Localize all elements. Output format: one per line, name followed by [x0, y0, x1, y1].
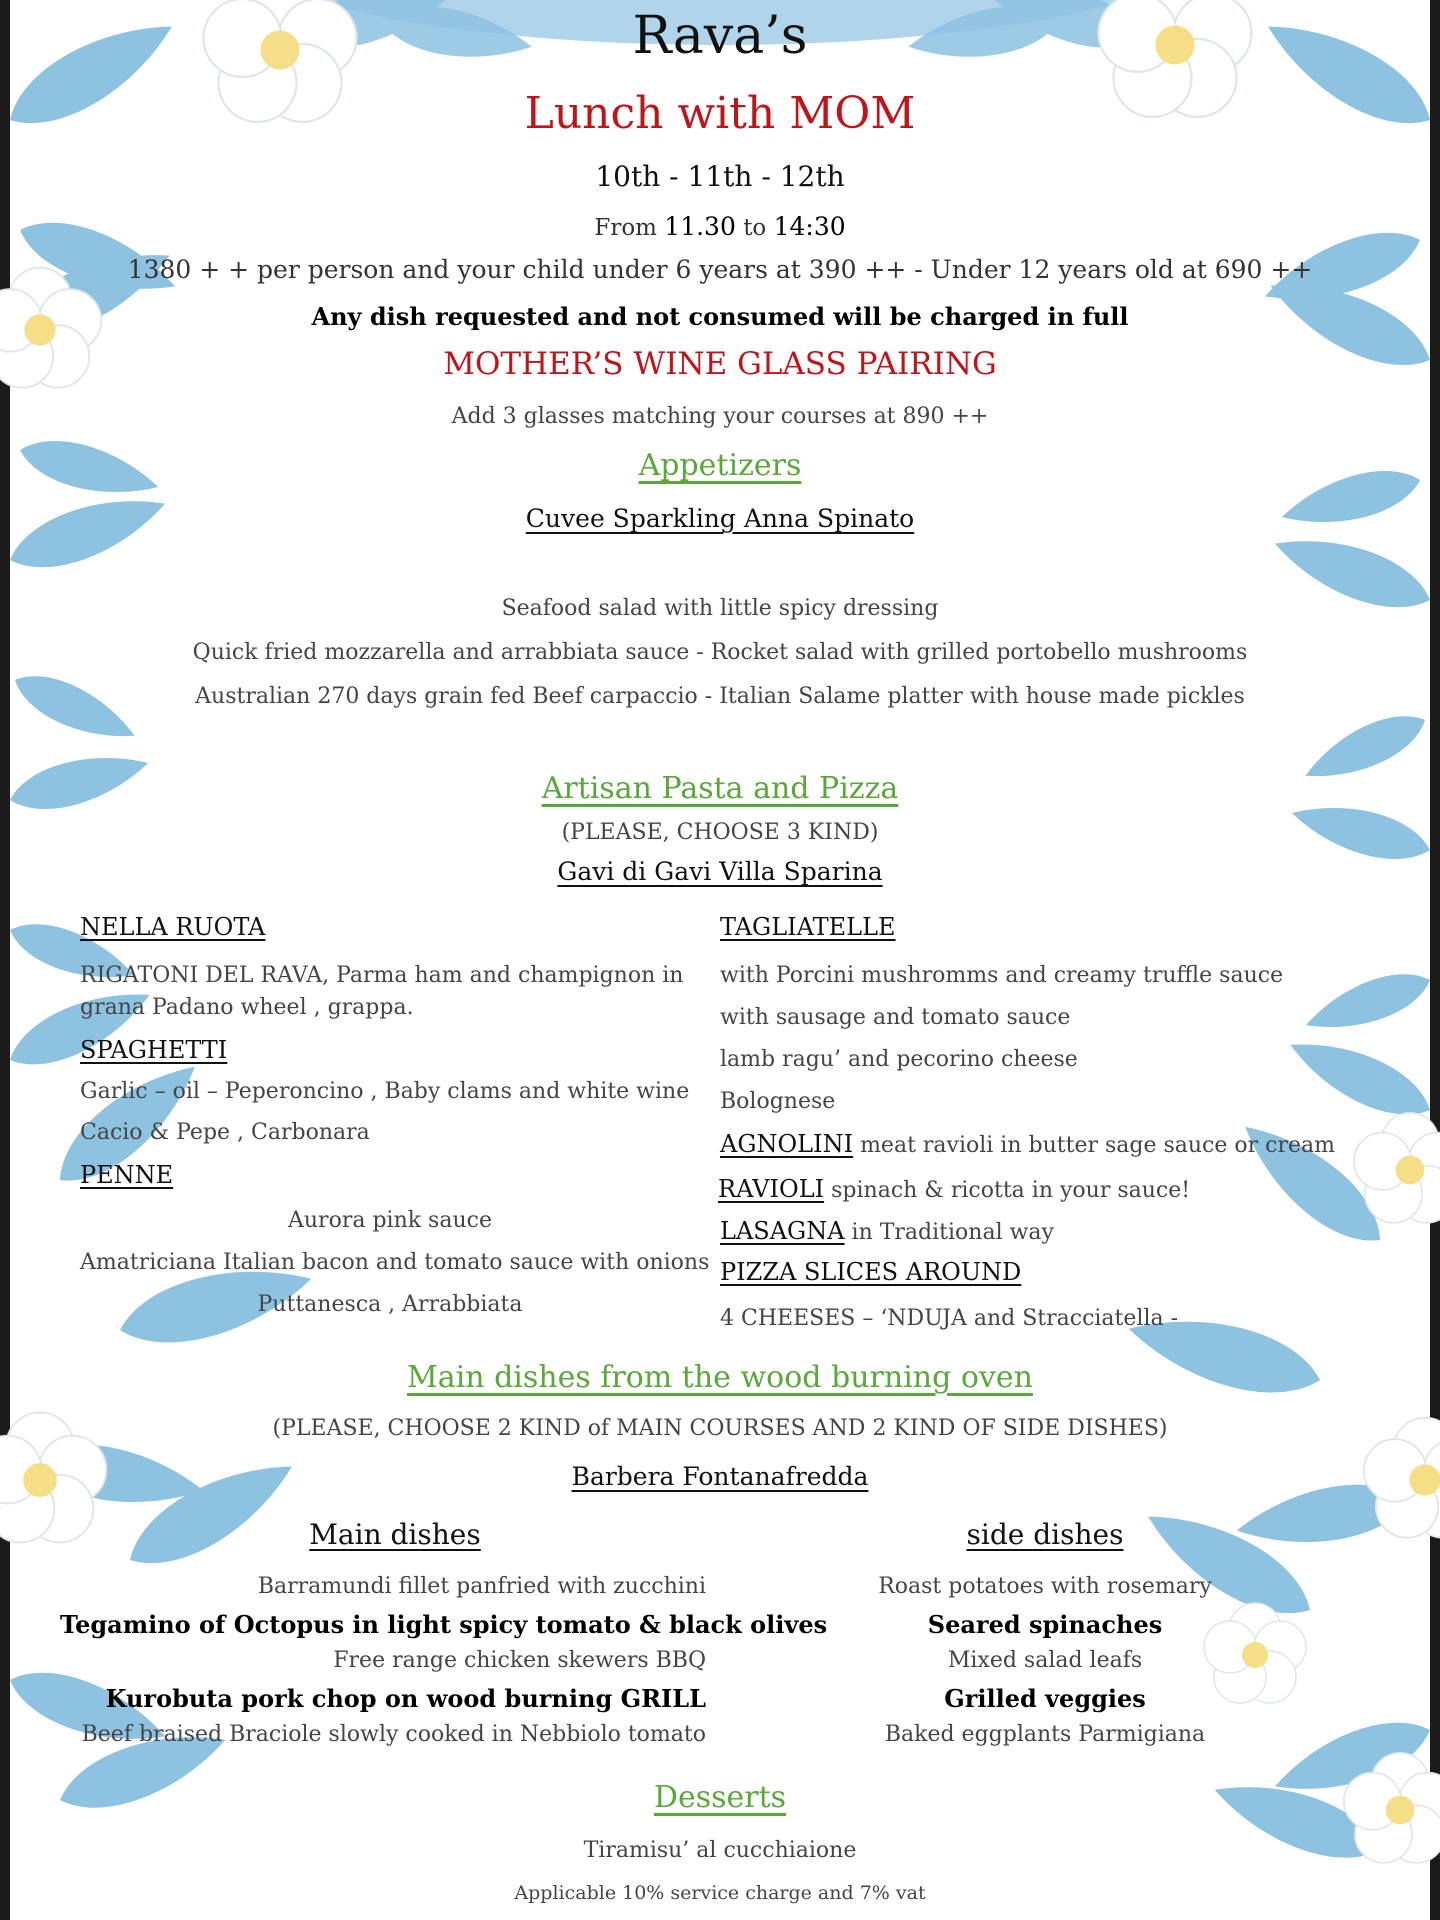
appetizers-title: Appetizers: [638, 448, 802, 483]
dessert-item: Tiramisu’ al cucchiaione: [583, 1838, 857, 1863]
spaghetti-heading: SPAGHETTI: [80, 1036, 228, 1064]
event-hours: [0, 212, 1440, 241]
hours-start: 11.30: [664, 212, 736, 241]
pasta-item: Aurora pink sauce: [288, 1208, 492, 1233]
policy-line: Any dish requested and not consumed will be charged in full: [311, 302, 1129, 331]
main-dish-item: Free range chicken skewers BBQ: [333, 1648, 706, 1673]
pasta-item: grana Padano wheel , grappa.: [80, 995, 414, 1020]
side-dish-item: Mixed salad leafs: [947, 1648, 1143, 1673]
pasta-item: with sausage and tomato sauce: [720, 1005, 1071, 1030]
agnolini-text: meat ravioli in butter sage sauce or cream: [853, 1133, 1335, 1158]
pasta-note: (PLEASE, CHOOSE 3 KIND): [561, 820, 879, 845]
pasta-title: Artisan Pasta and Pizza: [541, 771, 899, 806]
pasta-item: lamb ragu’ and pecorino cheese: [720, 1047, 1078, 1072]
penne-heading: PENNE: [80, 1161, 174, 1189]
ravioli-heading: RAVIOLI: [718, 1175, 825, 1203]
appetizer-item: Seafood salad with little spicy dressing: [501, 596, 939, 621]
lasagna-heading: LASAGNA: [720, 1217, 845, 1245]
pizza-heading: PIZZA SLICES AROUND: [720, 1258, 1022, 1286]
mains-wine: Barbera Fontanafredda: [571, 1462, 869, 1491]
pasta-item: Garlic – oil – Peperoncino , Baby clams and white wine: [80, 1079, 690, 1104]
side-dish-item: Grilled veggies: [944, 1684, 1146, 1713]
pasta-item: Cacio & Pepe , Carbonara: [80, 1120, 370, 1145]
hours-from-label: From: [594, 215, 657, 241]
tagliatelle-heading: TAGLIATELLE: [720, 913, 896, 941]
pasta-item: RIGATONI DEL RAVA, Parma ham and champignon in: [80, 963, 684, 988]
mains-note: (PLEASE, CHOOSE 2 KIND of MAIN COURSES AND 2 KIND OF SIDE DISHES): [272, 1416, 1168, 1441]
lasagna-text: in Traditional way: [844, 1220, 1054, 1245]
desserts-title: Desserts: [653, 1780, 787, 1815]
appetizers-wine: Cuvee Sparkling Anna Spinato: [525, 504, 915, 533]
side-dish-item: Roast potatoes with rosemary: [878, 1574, 1212, 1599]
ravioli-text: spinach & ricotta in your sauce!: [824, 1178, 1191, 1203]
main-dish-item: Beef braised Braciole slowly cooked in Nebbiolo tomato: [81, 1722, 706, 1747]
pasta-item: Amatriciana Italian bacon and tomato sauce with onions: [80, 1250, 710, 1275]
side-dish-item: Baked eggplants Parmigiana: [884, 1722, 1206, 1747]
pasta-item: Puttanesca , Arrabbiata: [257, 1292, 523, 1317]
lasagna-line: [720, 1217, 1054, 1245]
main-dish-item: Kurobuta pork chop on wood burning GRILL: [105, 1684, 706, 1713]
nella-ruota-heading: NELLA RUOTA: [80, 913, 266, 941]
main-dish-item: Tegamino of Octopus in light spicy tomato & black olives: [60, 1610, 828, 1639]
price-line: 1380 + + per person and your child under 6 years at 390 ++ - Under 12 years old at 690 ++: [127, 255, 1313, 284]
side-dish-item: Seared spinaches: [927, 1610, 1163, 1639]
mains-title: Main dishes from the wood burning oven: [407, 1360, 1033, 1395]
appetizer-item: Australian 270 days grain fed Beef carpaccio - Italian Salame platter with house made pickles: [195, 684, 1245, 709]
main-dishes-heading: Main dishes: [309, 1518, 481, 1551]
ravioli-line: [718, 1175, 1190, 1203]
pizza-item: 4 CHEESES – ‘NDUJA and Stracciatella -: [720, 1306, 1179, 1331]
pairing-title: MOTHER’S WINE GLASS PAIRING: [443, 346, 997, 382]
agnolini-line: [720, 1130, 1335, 1158]
agnolini-heading: AGNOLINI: [720, 1130, 854, 1158]
main-dish-item: Barramundi fillet panfried with zucchini: [257, 1574, 706, 1599]
pasta-item: Bolognese: [720, 1089, 836, 1114]
appetizer-item: Quick fried mozzarella and arrabbiata sauce - Rocket salad with grilled portobello mushrooms: [192, 640, 1248, 665]
restaurant-name: Rava’s: [632, 6, 808, 66]
side-dishes-heading: side dishes: [966, 1518, 1124, 1551]
pasta-item: with Porcini mushromms and creamy truffle sauce: [720, 963, 1284, 988]
pairing-note: Add 3 glasses matching your courses at 890 ++: [451, 404, 989, 429]
footer-note: Applicable 10% service charge and 7% vat: [514, 1882, 926, 1904]
hours-to-label: to: [743, 215, 767, 241]
event-dates: 10th - 11th - 12th: [595, 160, 845, 193]
pasta-wine: Gavi di Gavi Villa Sparina: [557, 857, 883, 886]
hours-end: 14:30: [773, 212, 846, 241]
event-title: Lunch with MOM: [524, 88, 916, 139]
